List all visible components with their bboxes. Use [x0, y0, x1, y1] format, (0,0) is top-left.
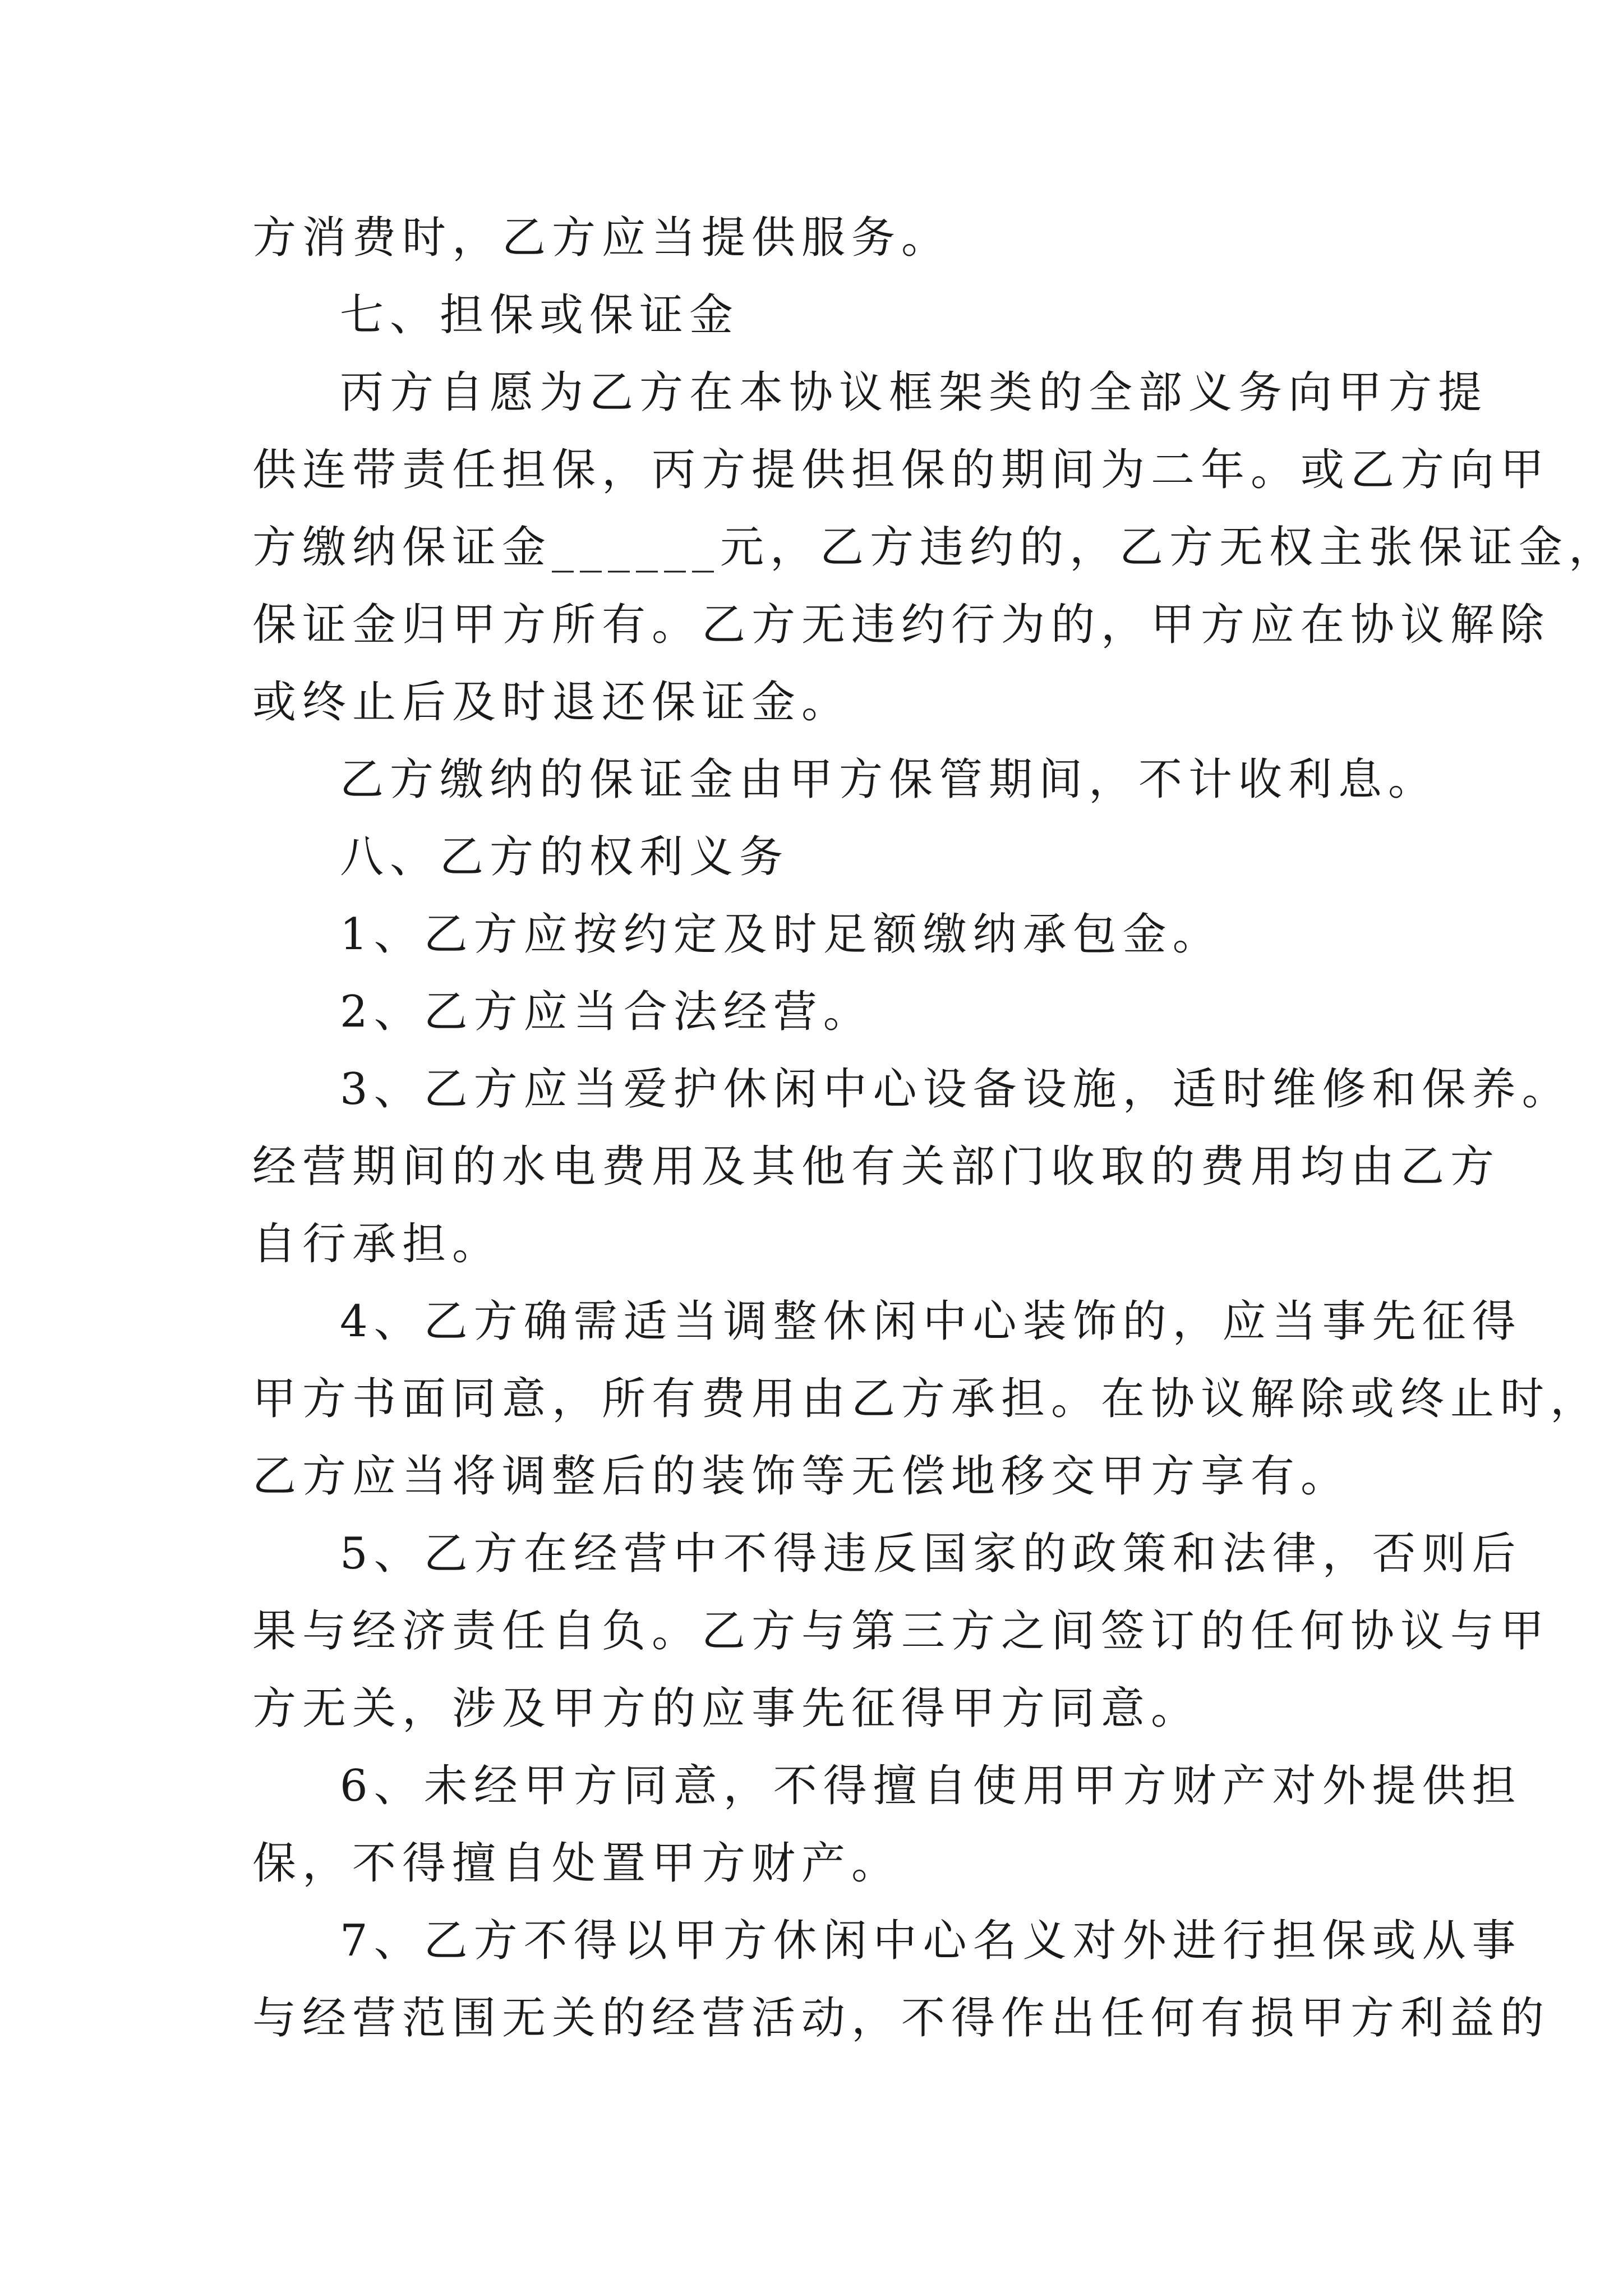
text-line-12: 3、乙方应当爱护休闲中心设备设施，适时维修和保养。 — [340, 1064, 1572, 1115]
text-line-9: 八、乙方的权利义务 — [340, 832, 790, 882]
text-line-6: 保证金归甲方所有。乙方无违约行为的，甲方应在协议解除 — [252, 600, 1551, 650]
text-line-14: 自行承担。 — [252, 1219, 502, 1269]
text-line-22: 保，不得擅自处置甲方财产。 — [252, 1838, 902, 1889]
text-line-21: 6、未经甲方同意，不得擅自使用甲方财产对外提供担 — [340, 1761, 1522, 1811]
text-line-19: 果与经济责任自负。乙方与第三方之间签订的任何协议与甲 — [252, 1606, 1551, 1657]
text-line-18: 5、乙方在经营中不得违反国家的政策和法律，否则后 — [340, 1529, 1522, 1579]
text-line-20: 方无关，涉及甲方的应事先征得甲方同意。 — [252, 1683, 1201, 1734]
text-line-4: 供连带责任担保，丙方提供担保的期间为二年。或乙方向甲 — [252, 445, 1551, 495]
text-line-1: 方消费时，乙方应当提供服务。 — [252, 213, 952, 263]
text-line-8: 乙方缴纳的保证金由甲方保管期间，不计收利息。 — [340, 754, 1438, 805]
text-line-2: 七、担保或保证金 — [340, 290, 740, 341]
text-line-15: 4、乙方确需适当调整休闲中心装饰的，应当事先征得 — [340, 1296, 1522, 1347]
text-line-16: 甲方书面同意，所有费用由乙方承担。在协议解除或终止时， — [252, 1374, 1601, 1424]
text-line-13: 经营期间的水电费用及其他有关部门收取的费用均由乙方 — [252, 1142, 1501, 1192]
text-line-7: 或终止后及时退还保证金。 — [252, 677, 852, 728]
text-line-11: 2、乙方应当合法经营。 — [340, 987, 873, 1037]
text-line-10: 1、乙方应按约定及时足额缴纳承包金。 — [340, 909, 1223, 960]
text-line-17: 乙方应当将调整后的装饰等无偿地移交甲方享有。 — [252, 1451, 1351, 1502]
text-line-23: 7、乙方不得以甲方休闲中心名义对外进行担保或从事 — [340, 1916, 1522, 1966]
text-line-24: 与经营范围无关的经营活动，不得作出任何有损甲方利益的 — [252, 1993, 1551, 2044]
document-body — [252, 199, 1619, 2057]
text-line-5: 方缴纳保证金______元，乙方违约的，乙方无权主张保证金， — [252, 522, 1619, 573]
text-line-3: 丙方自愿为乙方在本协议框架类的全部义务向甲方提 — [340, 367, 1488, 418]
